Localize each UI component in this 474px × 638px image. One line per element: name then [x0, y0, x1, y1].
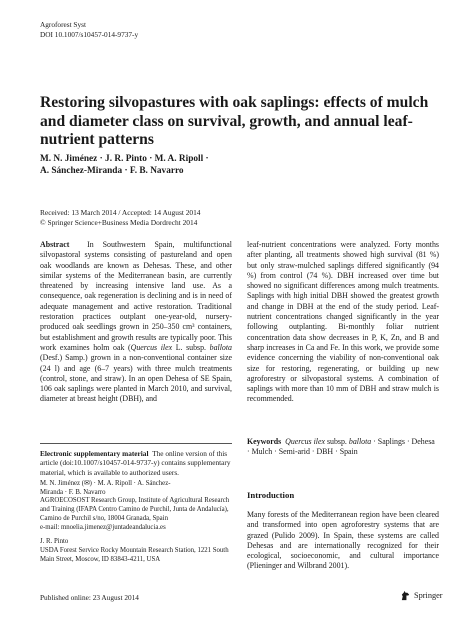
- abstract-species: Quercus ilex: [130, 342, 173, 352]
- affiliation-1: [40, 480, 232, 532]
- affiliation-2-name: J. R. Pinto: [40, 538, 69, 546]
- esm-label: Electronic supplementary material: [40, 449, 149, 458]
- publisher-logo: [400, 590, 443, 601]
- abstract-part-1: In Southwestern Spain, multifunctional silvopastoral systems consisting of pastureland and open oak woodlands are known as Dehesas. These, and other similar systems of the Mediterranean basin, are currently threatened by increasing intensive land use. As a consequence, oak regeneration is declining and is in need of adequate management and active restoration. Traditional restoration practices outplant one-year-old, nursery-produced oak seedlings grown in 250–350 cm³ containers, but establishment and growth results are typically poor. This work examines holm oak (: [40, 240, 232, 352]
- abstract-part-3: (Desf.) Samp.) grown in a non-conventional container size (24 l) and age (6–7 years) with three mulch treatments (control, stone, and straw). In an open Dehesa of SE Spain, 106 oak saplings were planted in March 2010, and survival, diameter at breast height (DBH), and: [40, 353, 232, 404]
- doi[interactable]: DOI 10.1007/s10457-014-9737-y: [40, 30, 139, 39]
- article-dates: [40, 208, 201, 228]
- authors-line-2: A. Sánchez-Miranda · F. B. Navarro: [40, 166, 184, 176]
- abstract-subsp: ballota: [209, 342, 232, 352]
- affiliation-2: [40, 538, 232, 564]
- esm-divider: [40, 443, 232, 444]
- abstract-part-2: L. subsp.: [172, 342, 210, 352]
- springer-horse-icon: [400, 590, 411, 601]
- abstract-right-column: [247, 240, 439, 405]
- affiliation-1-names-2: Miranda · F. B. Navarro: [40, 488, 106, 496]
- abstract-text: [40, 240, 232, 405]
- article-title: Restoring silvopastures with oak saplings: effects of mulch and diameter class on survival, growth, and annual leaf-nutrient patterns: [40, 94, 429, 148]
- esm-text: The online version of this article (doi:10.1007/s10457-014-9737-y) contains supplementary material, which is available to authorized users.: [40, 449, 231, 477]
- abstract-left-column: [40, 240, 232, 405]
- copyright: © Springer Science+Business Media Dordrecht 2014: [40, 218, 198, 227]
- keywords-subsp: ballota: [348, 437, 372, 446]
- abstract-label: Abstract: [40, 240, 70, 249]
- affiliation-1-email[interactable]: e-mail: mnoelia.jimenez@juntadeandalucia.es: [40, 523, 166, 531]
- introduction-heading: Introduction: [247, 490, 295, 500]
- esm-note: [40, 449, 232, 477]
- authors-line-1: M. N. Jiménez · J. R. Pinto · M. A. Ripoll ·: [40, 154, 209, 164]
- published-online: Published online: 23 August 2014: [40, 593, 139, 602]
- keywords-species: Quercus ilex: [285, 437, 325, 446]
- introduction-text: Many forests of the Mediterranean region have been cleared and transformed into open agroforestry systems that are grazed (Pulido 2009). In Spain, these systems are called Dehesas and are internationally recognized for their ecological, socioeconomic, and cultural importance (Plieninger and Wilbrand 2001).: [247, 510, 439, 571]
- authors: [40, 153, 440, 177]
- affiliation-1-address: AGROECOSOST Research Group, Institute of Agricultural Research and Training (IFAPA Centro Camino de Purchil, Junta de Andalucía), Camino de Purchil s/no, 18004 Granada, Spain: [40, 497, 230, 522]
- abstract-continued: leaf-nutrient concentrations were analyzed. Forty months after planting, all treatments showed high survival (81 %) but only straw-mulched saplings differed significantly (94 %) from control (74 %). DBH increased over time but showed no significant differences among mulch treatments. Saplings with high initial DBH showed the greatest growth and change in DBH at the end of the study period. Leaf-nutrient concentrations changed significantly in the year following outplanting. Bi-monthly foliar nutrient concentration data show decreases in P, K, Zn, and B and sharp increases in Ca and Fe. In this work, we provide some evidence concerning the viability of non-conventional oak size for restoring, regenerating, or building up new agroforestry or silvopastoral systems. A combination of saplings with more than 10 mm of DBH and straw mulch is recommended.: [247, 240, 439, 404]
- keywords-label: Keywords: [247, 437, 282, 446]
- keywords: [247, 437, 439, 458]
- keywords-subsp-prefix: subsp.: [324, 437, 349, 446]
- affiliations: [40, 480, 232, 570]
- received-accepted: Received: 13 March 2014 / Accepted: 14 August 2014: [40, 208, 201, 217]
- journal-header: [40, 20, 138, 40]
- affiliation-1-names-1: M. N. Jiménez (✉) · M. A. Ripoll · A. Sánchez-: [40, 480, 171, 487]
- journal-name: Agroforest Syst: [40, 20, 87, 29]
- keywords-rest: · Saplings · Dehesa · Mulch · Semi-arid · DBH · Spain: [247, 437, 435, 457]
- publisher-name: Springer: [414, 591, 443, 600]
- affiliation-2-address: USDA Forest Service Rocky Mountain Research Station, 1221 South Main Street, Moscow, ID 83843-4211, USA: [40, 546, 229, 563]
